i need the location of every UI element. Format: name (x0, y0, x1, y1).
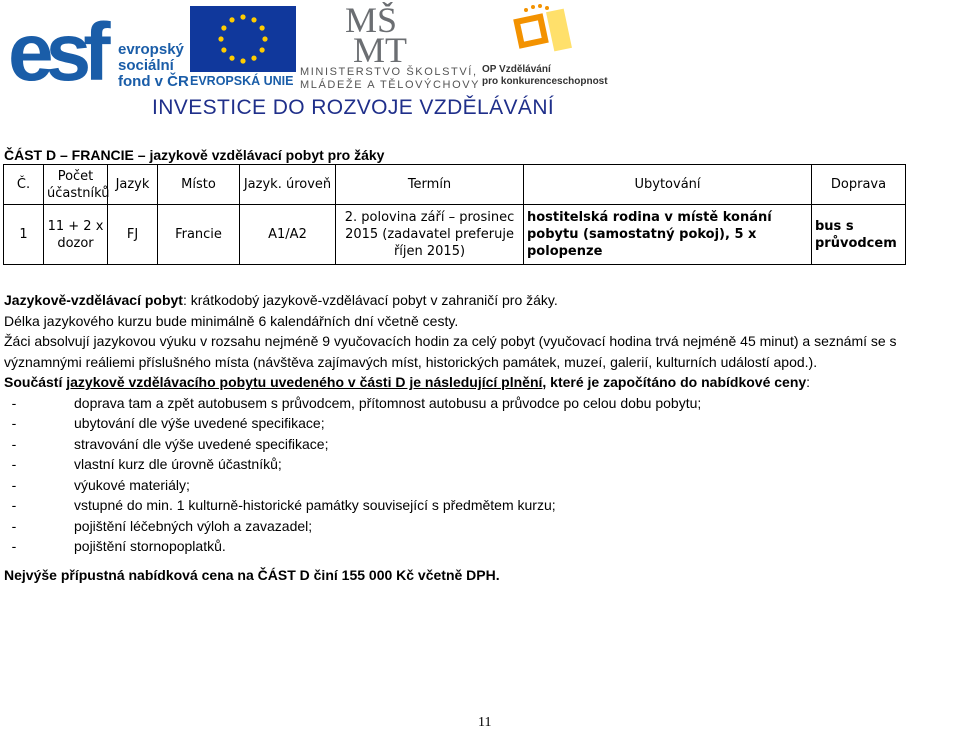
eu-star-icon (251, 56, 256, 61)
eu-star-icon (218, 36, 223, 41)
list-item: - ubytování dle výše uvedené specifikace; (11, 415, 325, 431)
table-header-row (4, 165, 906, 205)
col-header-term: Termín (336, 165, 524, 205)
stay-description: Jazykově-vzdělávací pobyt: krátkodobý jazykově-vzdělávací pobyt v zahraničí pro žáky. (4, 292, 558, 308)
svg-text:esf: esf (8, 7, 103, 92)
list-item: - doprava tam a zpět autobusem s průvodcem, přítomnost autobusu a průvodce po celou dobu pobytu; (11, 394, 702, 411)
eu-star-icon (229, 17, 234, 22)
eu-star-icon (260, 25, 265, 30)
lessons-description: Žáci absolvují jazykovou výuku v rozsahu nejméně 9 vyučovacích hodin za celý pobyt (vyučovací hodina trvá nejméně 45 minut) a seznámí se s významnými reáliemi příslušného místa (návštěva zajímavých míst, historických památek, muzeí, galerií, kulturních událostí apod.). (4, 333, 897, 370)
cell-term: 2. polovina září – prosinec 2015 (zadavatel preferuje říjen 2015) (336, 205, 524, 265)
course-length: Délka jazykového kurzu bude minimálně 6 kalendářních dní včetně cesty. (4, 312, 459, 329)
op-mark-icon (508, 2, 578, 64)
list-item: - výukové materiály; (11, 476, 190, 493)
eu-star-icon (229, 56, 234, 61)
eu-flag-icon (190, 6, 296, 72)
included-items-list (4, 393, 958, 557)
esf-mark-icon (8, 6, 118, 92)
col-header-language: Jazyk (108, 165, 158, 205)
col-header-accommodation: Ubytování (524, 165, 812, 205)
cell-participants: 11 + 2 x dozor (44, 205, 108, 265)
list-item: - stravování dle výše uvedené specifikace; (11, 435, 329, 452)
list-item: - pojištění stornopoplatků. (11, 538, 226, 554)
cell-place: Francie (158, 205, 240, 265)
cell-transport: bus s průvodcem (812, 205, 906, 265)
col-header-participants: Počet účastníků (44, 165, 108, 205)
eu-star-icon (262, 36, 267, 41)
eu-logo-text: EVROPSKÁ UNIE (190, 74, 294, 88)
eu-star-icon (260, 47, 265, 52)
col-header-level: Jazyk. úroveň (240, 165, 336, 205)
eu-star-icon (221, 25, 226, 30)
col-header-no: Č. (4, 165, 44, 205)
op-logo-text: OP Vzdělávání pro konkurenceschopnost (482, 64, 608, 87)
document-body (4, 290, 958, 557)
table-row (4, 205, 906, 265)
msmt-mark-icon (345, 2, 425, 64)
esf-logo (8, 6, 188, 94)
col-header-transport: Doprava (812, 165, 906, 205)
trip-table (3, 164, 906, 265)
page-number: 11 (478, 715, 492, 730)
section-heading: ČÁST D – FRANCIE – jazykově vzdělávací pobyt pro žáky (4, 147, 385, 163)
eu-logo (190, 6, 300, 94)
eu-star-icon (240, 58, 245, 63)
list-item: - pojištění léčebných výloh a zavazadel; (11, 517, 313, 534)
eu-star-icon (251, 17, 256, 22)
cell-no: 1 (4, 205, 44, 265)
cell-language: FJ (108, 205, 158, 265)
svg-text:MT: MT (353, 30, 407, 64)
eu-star-icon (240, 14, 245, 19)
msmt-logo (300, 2, 485, 94)
op-logo (480, 2, 610, 94)
list-item: - vstupné do min. 1 kulturně-historické památky související s předmětem kurzu; (11, 497, 556, 513)
list-item: - vlastní kurz dle úrovně účastníků; (11, 456, 282, 472)
msmt-logo-text: MINISTERSTVO ŠKOLSTVÍ, MLÁDEŽE A TĚLOVÝCHOVY (300, 66, 481, 91)
svg-text:MŠ: MŠ (345, 2, 398, 40)
logo-banner (0, 0, 960, 125)
esf-logo-text: evropský sociální fond v ČR (118, 41, 189, 90)
col-header-place: Místo (158, 165, 240, 205)
max-price-statement: Nejvýše přípustná nabídková cena na ČÁST D činí 155 000 Kč včetně DPH. (4, 567, 500, 583)
cell-level: A1/A2 (240, 205, 336, 265)
included-heading: Součástí jazykově vzdělávacího pobytu uvedeného v části D je následující plnění, které je započítáno do nabídkové ceny: (4, 374, 811, 390)
cell-accommodation: hostitelská rodina v místě konání pobytu (samostatný pokoj), 5 x polopenze (524, 205, 812, 265)
banner-slogan: INVESTICE DO ROZVOJE VZDĚLÁVÁNÍ (152, 96, 555, 119)
eu-star-icon (221, 47, 226, 52)
